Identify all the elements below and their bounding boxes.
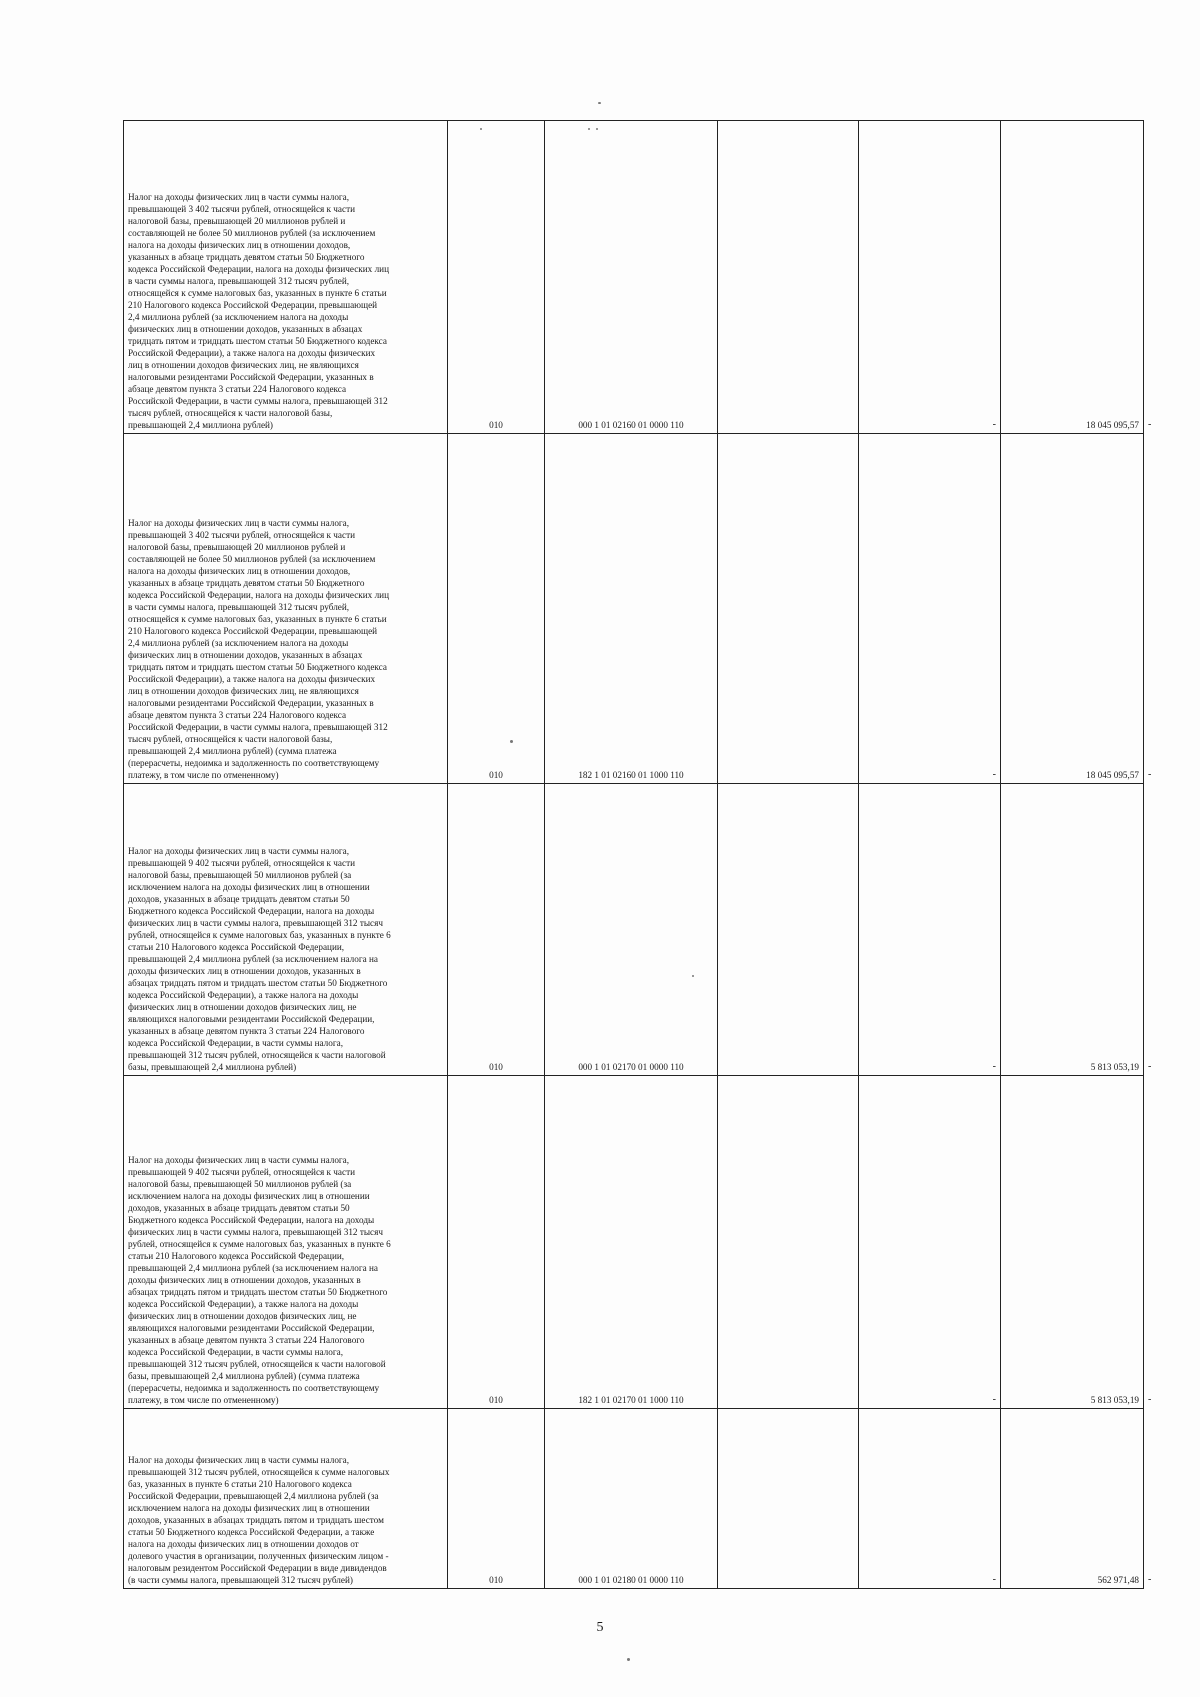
line-code-value: 010	[489, 1575, 503, 1585]
budget-classification-code-value: 000 1 01 02160 01 0000 110	[578, 420, 684, 430]
budget-classification-code	[545, 121, 718, 434]
row-description	[124, 1076, 448, 1409]
description-line: указанных в абзаце девятом пункта 3 статьи 224 Налогового	[128, 1026, 365, 1036]
description-line: налоговой базы, превышающей 50 миллионов рублей (за	[128, 1179, 352, 1189]
budget-classification-code	[545, 434, 718, 784]
row-description	[124, 121, 448, 434]
col5-cell-value: -	[992, 769, 996, 780]
col5-cell-value: -	[992, 1061, 996, 1072]
description-line: составляющей не более 50 миллионов рублей (за исключением	[128, 554, 376, 564]
description-line: статьи 210 Налогового кодекса Российской Федерации,	[128, 942, 345, 952]
description-line: Российской Федерации), а также налога на доходы физических	[128, 348, 376, 358]
description-line: превышающей 3 402 тысячи рублей, относящейся к части	[128, 530, 356, 540]
description-line: исключением налога на доходы физических лиц в отношении	[128, 882, 370, 892]
description-line: налога на доходы физических лиц в отношении доходов,	[128, 566, 351, 576]
row-description	[124, 434, 448, 784]
description-line: кодекса Российской Федерации, в части суммы налога,	[128, 1038, 343, 1048]
description-line: превышающей 2,4 миллиона рублей (за исключением налога на	[128, 1263, 378, 1273]
description-line: налоговыми резидентами Российской Федерации, указанных в	[128, 372, 374, 382]
col5-cell	[859, 1076, 1001, 1409]
table-row	[124, 784, 1144, 1076]
amount-cell	[1001, 1076, 1144, 1409]
budget-classification-code-value: 182 1 01 02160 01 1000 110	[578, 770, 684, 780]
description-line: Налог на доходы физических лиц в части суммы налога,	[128, 846, 350, 856]
line-code	[448, 1409, 545, 1589]
description-line: указанных в абзаце девятом пункта 3 статьи 224 Налогового	[128, 1335, 365, 1345]
line-code-value: 010	[489, 1062, 503, 1072]
description-line: превышающей 2,4 миллиона рублей)	[128, 420, 273, 430]
description-line: рублей, относящейся к сумме налоговых баз, указанных в пункте 6	[128, 1239, 391, 1249]
description-line: превышающей 3 402 тысячи рублей, относящейся к части	[128, 204, 356, 214]
description-line: Налог на доходы физических лиц в части суммы налога,	[128, 518, 350, 528]
scan-speck	[692, 975, 694, 977]
description-line: превышающей 2,4 миллиона рублей (за исключением налога на	[128, 954, 378, 964]
description-line: налоговой базы, превышающей 20 миллионов рублей и	[128, 216, 346, 226]
description-line: Российской Федерации), а также налога на доходы физических	[128, 674, 376, 684]
col4-cell	[718, 784, 859, 1076]
description-line: базы, превышающей 2,4 миллиона рублей)	[128, 1062, 297, 1072]
amount-cell-value: 5 813 053,19	[1090, 1062, 1139, 1072]
description-line: кодекса Российской Федерации, в части суммы налога,	[128, 1347, 343, 1357]
line-code-value: 010	[489, 420, 503, 430]
description-line: Российской Федерации, в части суммы налога, превышающей 312	[128, 396, 388, 406]
row-description	[124, 784, 448, 1076]
description-line: тысяч рублей, относящейся к части налоговой базы,	[128, 734, 333, 744]
description-line: доходов, указанных в абзаце тридцать девятом статьи 50	[128, 1203, 350, 1213]
description-line: (перерасчеты, недоимка и задолженность по соответствующему	[128, 1383, 380, 1393]
description-line: абзаце девятом пункта 3 статьи 224 Налогового кодекса	[128, 384, 347, 394]
description-line: Российской Федерации, в части суммы налога, превышающей 312	[128, 722, 388, 732]
description-line: тридцать пятом и тридцать шестом статьи 50 Бюджетного кодекса	[128, 336, 387, 346]
description-line: Налог на доходы физических лиц в части суммы налога,	[128, 1455, 350, 1465]
budget-classification-code	[545, 1409, 718, 1589]
scan-speck	[627, 1658, 630, 1661]
col4-cell	[718, 1409, 859, 1589]
description-line: Российской Федерации, превышающей 2,4 миллиона рублей (за	[128, 1491, 379, 1501]
description-line: Бюджетного кодекса Российской Федерации, налога на доходы	[128, 1215, 375, 1225]
description-line: налоговыми резидентами Российской Федерации, указанных в	[128, 698, 374, 708]
col4-cell	[718, 434, 859, 784]
description-line: налога на доходы физических лиц в отношении доходов,	[128, 240, 351, 250]
description-line: составляющей не более 50 миллионов рублей (за исключением	[128, 228, 376, 238]
description-line: абзацах тридцать пятом и тридцать шестом статьи 50 Бюджетного	[128, 1287, 388, 1297]
description-line: доходы физических лиц в отношении доходов, указанных в	[128, 966, 361, 976]
description-line: Бюджетного кодекса Российской Федерации, налога на доходы	[128, 906, 375, 916]
row-description	[124, 1409, 448, 1589]
description-line: лиц в отношении доходов физических лиц, не являющихся	[128, 686, 359, 696]
line-code	[448, 784, 545, 1076]
col5-cell-value: -	[992, 1574, 996, 1585]
col7-cell-value: -	[1148, 1574, 1152, 1585]
description-line: указанных в абзаце тридцать девятом статьи 50 Бюджетного	[128, 578, 365, 588]
description-line: лиц в отношении доходов физических лиц, не являющихся	[128, 360, 359, 370]
description-line: превышающей 312 тысяч рублей, относящейся к части налоговой	[128, 1359, 386, 1369]
description-line: исключением налога на доходы физических лиц в отношении	[128, 1191, 370, 1201]
budget-classification-code-value: 000 1 01 02180 01 0000 110	[578, 1575, 684, 1585]
scan-speck	[596, 128, 598, 130]
col4-cell	[718, 1076, 859, 1409]
col7-cell-value: -	[1148, 419, 1152, 430]
line-code-value: 010	[489, 770, 503, 780]
page-number: 5	[596, 1620, 604, 1635]
col7-cell-value: -	[1148, 769, 1152, 780]
description-line: налоговым резидентом Российской Федерации в виде дивидендов	[128, 1563, 387, 1573]
scan-speck	[598, 102, 601, 104]
description-line: являющихся налоговыми резидентами Российской Федерации,	[128, 1014, 375, 1024]
description-line: физических лиц в части суммы налога, превышающей 312 тысяч	[128, 918, 383, 928]
line-code	[448, 434, 545, 784]
table-row	[124, 1409, 1144, 1589]
description-line: базы, превышающей 2,4 миллиона рублей) (сумма платежа	[128, 1371, 360, 1381]
budget-classification-code	[545, 1076, 718, 1409]
amount-cell	[1001, 434, 1144, 784]
description-line: доходы физических лиц в отношении доходов, указанных в	[128, 1275, 361, 1285]
description-line: относящейся к сумме налоговых баз, указанных в пункте 6 статьи	[128, 614, 387, 624]
description-line: 210 Налогового кодекса Российской Федерации, превышающей	[128, 300, 378, 310]
amount-cell	[1001, 784, 1144, 1076]
description-line: кодекса Российской Федерации), а также налога на доходы	[128, 1299, 359, 1309]
col5-cell-value: -	[992, 419, 996, 430]
col5-cell	[859, 121, 1001, 434]
col5-cell-value: -	[992, 1394, 996, 1405]
description-line: физических лиц в отношении доходов, указанных в абзацах	[128, 650, 363, 660]
budget-classification-code	[545, 784, 718, 1076]
amount-cell-value: 562 971,48	[1097, 1575, 1139, 1585]
description-line: баз, указанных в пункте 6 статьи 210 Налогового кодекса	[128, 1479, 352, 1489]
description-line: рублей, относящейся к сумме налоговых баз, указанных в пункте 6	[128, 930, 391, 940]
description-line: 2,4 миллиона рублей (за исключением налога на доходы	[128, 638, 349, 648]
table-row	[124, 434, 1144, 784]
description-line: кодекса Российской Федерации, налога на доходы физических лиц	[128, 590, 389, 600]
description-line: физических лиц в отношении доходов, указанных в абзацах	[128, 324, 363, 334]
description-line: (перерасчеты, недоимка и задолженность по соответствующему	[128, 758, 380, 768]
description-line: 210 Налогового кодекса Российской Федерации, превышающей	[128, 626, 378, 636]
description-line: превышающей 9 402 тысячи рублей, относящейся к части	[128, 1167, 356, 1177]
description-line: налоговой базы, превышающей 20 миллионов рублей и	[128, 542, 346, 552]
amount-cell-value: 5 813 053,19	[1090, 1395, 1139, 1405]
table-row	[124, 121, 1144, 434]
amount-cell-value: 18 045 095,57	[1086, 770, 1139, 780]
description-line: в части суммы налога, превышающей 312 тысяч рублей,	[128, 602, 350, 612]
table-row	[124, 1076, 1144, 1409]
col5-cell	[859, 1409, 1001, 1589]
description-line: указанных в абзаце тридцать девятом статьи 50 Бюджетного	[128, 252, 365, 262]
description-line: доходов, указанных в абзаце тридцать девятом статьи 50	[128, 894, 350, 904]
description-line: тысяч рублей, относящейся к части налоговой базы,	[128, 408, 333, 418]
description-line: платежу, в том числе по отмененному)	[128, 770, 279, 780]
description-line: Налог на доходы физических лиц в части суммы налога,	[128, 192, 350, 202]
description-line: физических лиц в отношении доходов физических лиц, не	[128, 1002, 357, 1012]
amount-cell	[1001, 121, 1144, 434]
table-body	[124, 121, 1152, 1589]
description-line: налога на доходы физических лиц в отношении доходов от	[128, 1539, 359, 1549]
budget-classification-code-value: 182 1 01 02170 01 1000 110	[578, 1395, 684, 1405]
description-line: относящейся к сумме налоговых баз, указанных в пункте 6 статьи	[128, 288, 387, 298]
description-line: статьи 50 Бюджетного кодекса Российской Федерации, а также	[128, 1527, 375, 1537]
budget-table	[123, 120, 1152, 1589]
description-line: (в части суммы налога, превышающей 312 тысяч рублей)	[128, 1575, 353, 1585]
description-line: статьи 210 Налогового кодекса Российской Федерации,	[128, 1251, 345, 1261]
description-line: 2,4 миллиона рублей (за исключением налога на доходы	[128, 312, 349, 322]
description-line: платежу, в том числе по отмененному)	[128, 1395, 279, 1405]
description-line: долевого участия в организации, полученных физическим лицом -	[128, 1551, 389, 1561]
description-line: физических лиц в части суммы налога, превышающей 312 тысяч	[128, 1227, 383, 1237]
description-line: кодекса Российской Федерации), а также налога на доходы	[128, 990, 359, 1000]
amount-cell	[1001, 1409, 1144, 1589]
scan-speck	[588, 128, 590, 130]
col4-cell	[718, 121, 859, 434]
description-line: абзаце девятом пункта 3 статьи 224 Налогового кодекса	[128, 710, 347, 720]
description-line: абзацах тридцать пятом и тридцать шестом статьи 50 Бюджетного	[128, 978, 388, 988]
col5-cell	[859, 434, 1001, 784]
description-line: доходов, указанных в абзацах тридцать пятом и тридцать шестом	[128, 1515, 384, 1525]
description-line: налоговой базы, превышающей 50 миллионов рублей (за	[128, 870, 352, 880]
scan-speck	[480, 128, 482, 130]
scan-speck	[510, 740, 513, 743]
budget-classification-code-value: 000 1 01 02170 01 0000 110	[578, 1062, 684, 1072]
amount-cell-value: 18 045 095,57	[1086, 420, 1139, 430]
line-code-value: 010	[489, 1395, 503, 1405]
description-line: исключением налога на доходы физических лиц в отношении	[128, 1503, 370, 1513]
line-code	[448, 121, 545, 434]
col7-cell-value: -	[1148, 1394, 1152, 1405]
description-line: кодекса Российской Федерации, налога на доходы физических лиц	[128, 264, 389, 274]
col5-cell	[859, 784, 1001, 1076]
col7-cell-value: -	[1148, 1061, 1152, 1072]
description-line: тридцать пятом и тридцать шестом статьи 50 Бюджетного кодекса	[128, 662, 387, 672]
description-line: Налог на доходы физических лиц в части суммы налога,	[128, 1155, 350, 1165]
description-line: в части суммы налога, превышающей 312 тысяч рублей,	[128, 276, 350, 286]
description-line: превышающей 312 тысяч рублей, относящейся к сумме налоговых	[128, 1467, 390, 1477]
description-line: являющихся налоговыми резидентами Российской Федерации,	[128, 1323, 375, 1333]
description-line: превышающей 312 тысяч рублей, относящейся к части налоговой	[128, 1050, 386, 1060]
description-line: превышающей 2,4 миллиона рублей) (сумма платежа	[128, 746, 337, 756]
description-line: превышающей 9 402 тысячи рублей, относящейся к части	[128, 858, 356, 868]
description-line: физических лиц в отношении доходов физических лиц, не	[128, 1311, 357, 1321]
line-code	[448, 1076, 545, 1409]
